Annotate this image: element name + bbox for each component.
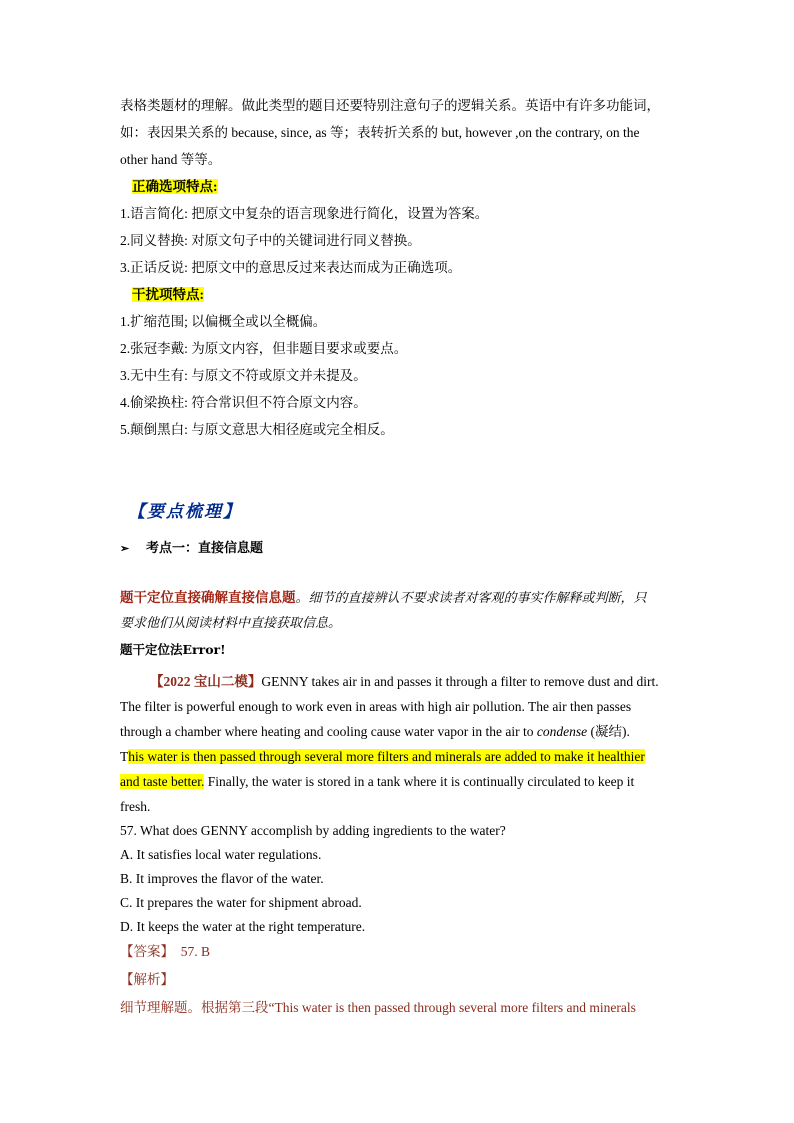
passage-p4-highlight: his water is then passed through several more filters and minerals are added to make it healthier bbox=[128, 749, 645, 764]
intro-line-1: 表格类题材的理解。做此类型的题目还要特别注意句子的逻辑关系。英语中有许多功能词， bbox=[120, 98, 660, 113]
intro-line-3: other hand 等等。 bbox=[120, 152, 222, 167]
method-lead-rest: 。细节的直接辨认不要求读者对客观的事实作解释或判断，只 bbox=[295, 591, 647, 606]
passage-line-3 bbox=[120, 722, 630, 742]
method-title-line bbox=[120, 640, 226, 660]
method-title: 题干定位法 bbox=[120, 642, 183, 657]
analysis-label: 【解析】 bbox=[120, 972, 174, 987]
correct-item-2: 2.同义替换: 对原文句子中的关键词进行同义替换。 bbox=[120, 233, 421, 248]
passage-line-6: fresh. bbox=[120, 799, 151, 814]
answer-line bbox=[120, 942, 210, 962]
option-c: C. It prepares the water for shipment abroad. bbox=[120, 895, 362, 910]
passage-p3-italic: condense bbox=[536, 724, 588, 739]
question-stem: 57. What does GENNY accomplish by adding ingredients to the water? bbox=[120, 823, 506, 838]
passage-line-5 bbox=[120, 772, 634, 792]
passage-p1: GENNY takes air in and passes it through a filter to remove dust and dirt. bbox=[261, 674, 659, 689]
arrow-bullet-icon: ➢ bbox=[120, 542, 130, 555]
passage-p4-pre: T bbox=[120, 749, 129, 764]
section-title: 【要点梳理】 bbox=[128, 502, 242, 522]
distractor-item-3: 3.无中生有: 与原文不符或原文并未提及。 bbox=[120, 368, 367, 383]
passage-p3a: through a chamber where heating and cooling cause water vapor in the air to bbox=[120, 724, 537, 739]
correct-heading bbox=[132, 177, 218, 197]
analysis-text: 细节理解题。根据第三段“This water is then passed through several more filters and minerals bbox=[120, 1000, 636, 1015]
passage-line-1 bbox=[150, 672, 659, 692]
passage-p5-highlight: and taste better. bbox=[120, 774, 205, 789]
passage-p3b: (凝结). bbox=[587, 724, 630, 739]
distractor-item-1: 1.扩缩范围; 以偏概全或以全概偏。 bbox=[120, 314, 327, 329]
option-d: D. It keeps the water at the right temperature. bbox=[120, 919, 366, 934]
correct-heading-text: 正确选项特点: bbox=[132, 179, 218, 194]
distractor-item-4: 4.偷梁换柱: 符合常识但不符合原文内容。 bbox=[120, 395, 367, 410]
option-a: A. It satisfies local water regulations. bbox=[120, 847, 322, 862]
method-lead: 题干定位直接确解直接信息题 bbox=[120, 590, 296, 606]
point-label: 考点一：直接信息题 bbox=[146, 541, 264, 556]
method-error: Error! bbox=[182, 642, 226, 657]
intro-line-2: 如：表因果关系的 because, since, as 等；表转折关系的 but, however ,on the contrary, on the bbox=[120, 125, 640, 140]
correct-item-1: 1.语言简化: 把原文中复杂的语言现象进行简化，设置为答案。 bbox=[120, 206, 489, 221]
passage-line-2: The filter is powerful enough to work even in areas with high air pollution. The air then passes bbox=[120, 699, 632, 714]
point-heading bbox=[120, 537, 263, 556]
answer-label: 【答案】 bbox=[120, 944, 174, 959]
distractor-item-2: 2.张冠李戴: 为原文内容，但非题目要求或要点。 bbox=[120, 341, 408, 356]
correct-item-3: 3.正话反说: 把原文中的意思反过来表达而成为正确选项。 bbox=[120, 260, 462, 275]
distractor-item-5: 5.颠倒黑白: 与原文意思大相径庭或完全相反。 bbox=[120, 422, 394, 437]
passage-line-4 bbox=[120, 747, 645, 767]
answer-value: 57. B bbox=[180, 944, 211, 959]
method-line-1 bbox=[120, 588, 647, 609]
passage-p5-rest: Finally, the water is stored in a tank where it is continually circulated to keep it bbox=[204, 774, 635, 789]
option-b: B. It improves the flavor of the water. bbox=[120, 871, 324, 886]
passage-source: 【2022 宝山二模】 bbox=[150, 674, 262, 689]
method-line-2: 要求他们从阅读材料中直接获取信息。 bbox=[120, 616, 342, 631]
distractor-heading-text: 干扰项特点: bbox=[132, 287, 204, 302]
distractor-heading bbox=[132, 285, 204, 305]
